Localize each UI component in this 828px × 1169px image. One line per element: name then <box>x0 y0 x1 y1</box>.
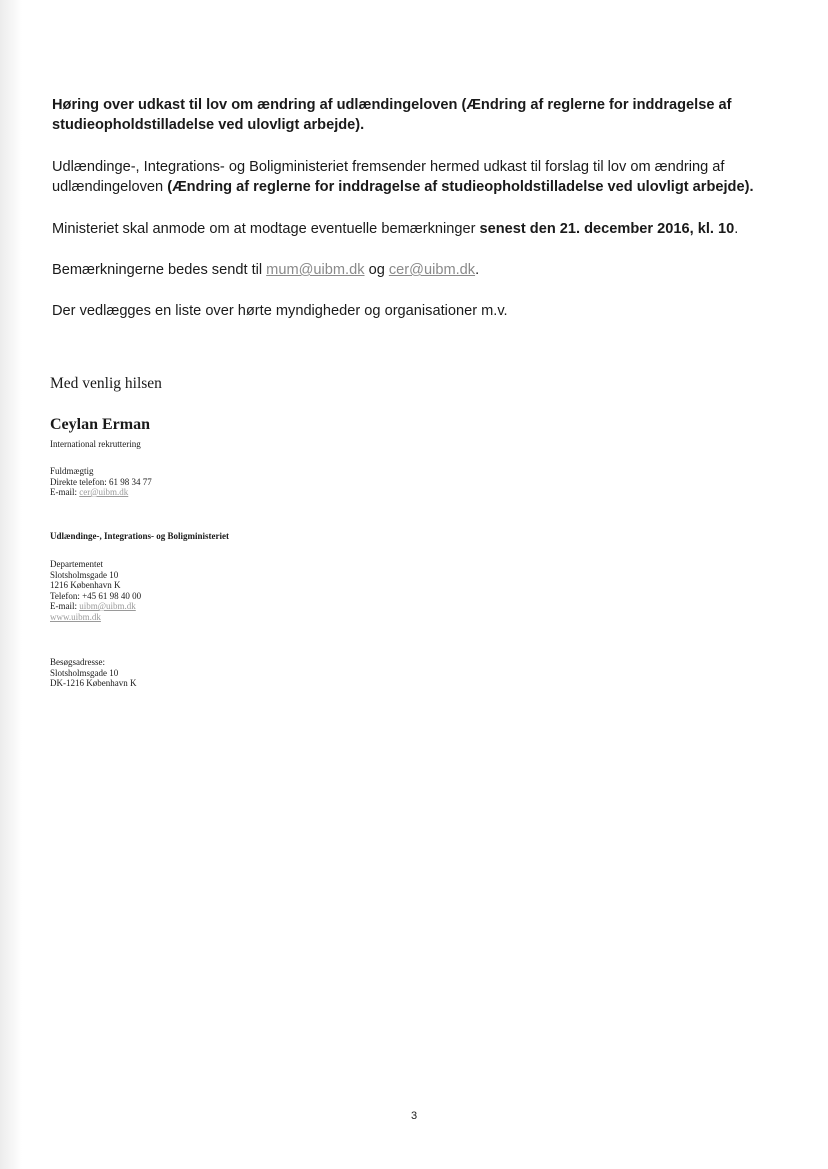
deadline-text: Ministeriet skal anmode om at modtage eventuelle bemærkninger <box>52 221 480 237</box>
send-to-conjunction: og <box>364 262 389 278</box>
signer-name: Ceylan Erman <box>50 416 150 433</box>
ministry-website-link[interactable]: www.uibm.dk <box>50 611 101 622</box>
ministry-email-line <box>50 601 141 612</box>
signer-email-line <box>50 487 152 498</box>
send-to-end: . <box>475 262 480 278</box>
deadline-date: senest den 21. december 2016, kl. 10 <box>479 221 735 237</box>
attachment-note: Der vedlægges en liste over hørte myndigheder og organisationer m.v. <box>52 303 508 319</box>
ministry-street: Slotsholmsgade 10 <box>50 569 119 580</box>
visit-city: DK-1216 København K <box>50 678 137 688</box>
signer-title: International rekruttering <box>50 439 141 449</box>
letter-heading: Høring over udkast til lov om ændring af udlændingeloven (Ændring af reglerne for inddragelse af studieopholdstilladelse ved ulovligt arbejde). <box>52 97 732 133</box>
signer-email-link[interactable]: cer@uibm.dk <box>79 487 129 497</box>
signer-position: Fuldmægtig <box>50 466 94 476</box>
ministry-phone: Telefon: +45 61 98 40 00 <box>50 590 142 601</box>
send-to-paragraph <box>52 260 782 280</box>
ministry-email-link[interactable]: uibm@uibm.dk <box>79 601 136 611</box>
ministry-department: Departementet <box>50 559 103 569</box>
email-link-cer[interactable]: cer@uibm.dk <box>388 262 476 278</box>
deadline-end: . <box>734 221 739 237</box>
closing-greeting: Med venlig hilsen <box>50 375 162 392</box>
scan-edge-shadow <box>0 0 22 1169</box>
intro-bold-text: (Ændring af reglerne for inddragelse af studieopholdstilladelse ved ulovligt arbejde). <box>167 179 754 195</box>
signer-contact <box>50 466 152 498</box>
ministry-email-label: E-mail: <box>50 601 80 611</box>
deadline-paragraph <box>52 219 782 239</box>
ministry-name: Udlændinge-, Integrations- og Boligministeriet <box>50 531 229 541</box>
signer-email-label: E-mail: <box>50 487 80 497</box>
visit-street: Slotsholmsgade 10 <box>50 667 119 678</box>
ministry-city: 1216 København K <box>50 580 121 590</box>
page-number: 3 <box>410 1110 418 1122</box>
signer-direct-phone: Direkte telefon: 61 98 34 77 <box>50 476 152 487</box>
send-to-text: Bemærkningerne bedes sendt til <box>52 262 267 278</box>
email-link-mum[interactable]: mum@uibm.dk <box>266 262 365 278</box>
intro-text: Udlændinge-, Integrations- og Boligministeriet fremsender hermed udkast til forslag til lov om ændring af udlændingeloven <box>52 159 725 195</box>
ministry-address-block <box>50 559 141 622</box>
intro-paragraph <box>52 157 782 197</box>
visit-address-block <box>50 657 136 689</box>
visit-label: Besøgsadresse: <box>50 657 105 667</box>
